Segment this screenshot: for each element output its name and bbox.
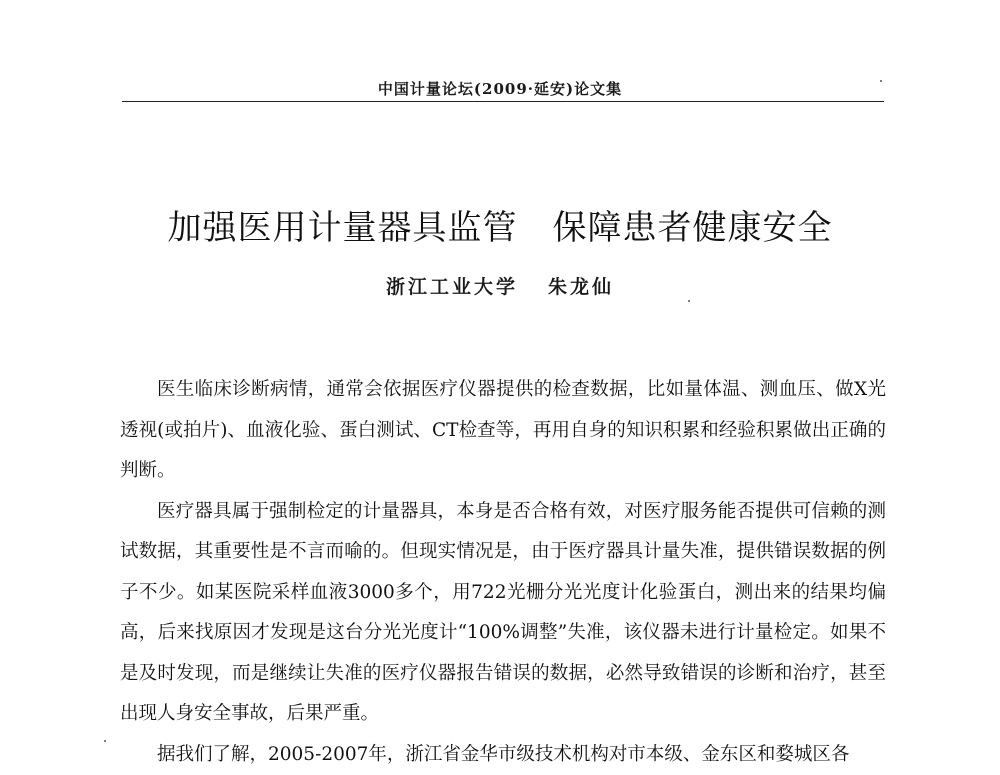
header-rule bbox=[122, 101, 884, 102]
scan-speck bbox=[104, 740, 106, 742]
article-title: 加强医用计量器具监管 保障患者健康安全 bbox=[0, 200, 1000, 249]
author-name: 朱龙仙 bbox=[548, 276, 614, 298]
paragraph-1: 医生临床诊断病情，通常会依据医疗仪器提供的检查数据，比如量体温、测血压、做X光透视(或拍片)、血液化验、蛋白测试、CT检查等，再用自身的知识积累和经验积累做出正确的判断。 bbox=[120, 370, 886, 492]
running-header: 中国计量论坛(2009·延安)论文集 bbox=[0, 78, 1000, 99]
affiliation: 浙江工业大学 bbox=[386, 276, 518, 298]
paragraph-3: 据我们了解，2005-2007年，浙江省金华市级技术机构对市本级、金东区和婺城区各 bbox=[120, 735, 886, 775]
body-text bbox=[120, 370, 886, 775]
scan-speck bbox=[880, 80, 882, 82]
author-line bbox=[0, 272, 1000, 299]
paragraph-2: 医疗器具属于强制检定的计量器具，本身是否合格有效，对医疗服务能否提供可信赖的测试数据，其重要性是不言而喻的。但现实情况是，由于医疗器具计量失准，提供错误数据的例子不少。如某医院采样血液3000多个，用722光栅分光光度计化验蛋白，测出来的结果均偏高，后来找原因才发现是这台分光光度计“100%调整”失准，该仪器未进行计量检定。如果不是及时发现，而是继续让失准的医疗仪器报告错误的数据，必然导致错误的诊断和治疗，甚至出现人身安全事故，后果严重。 bbox=[120, 492, 886, 735]
scan-speck bbox=[688, 300, 690, 302]
